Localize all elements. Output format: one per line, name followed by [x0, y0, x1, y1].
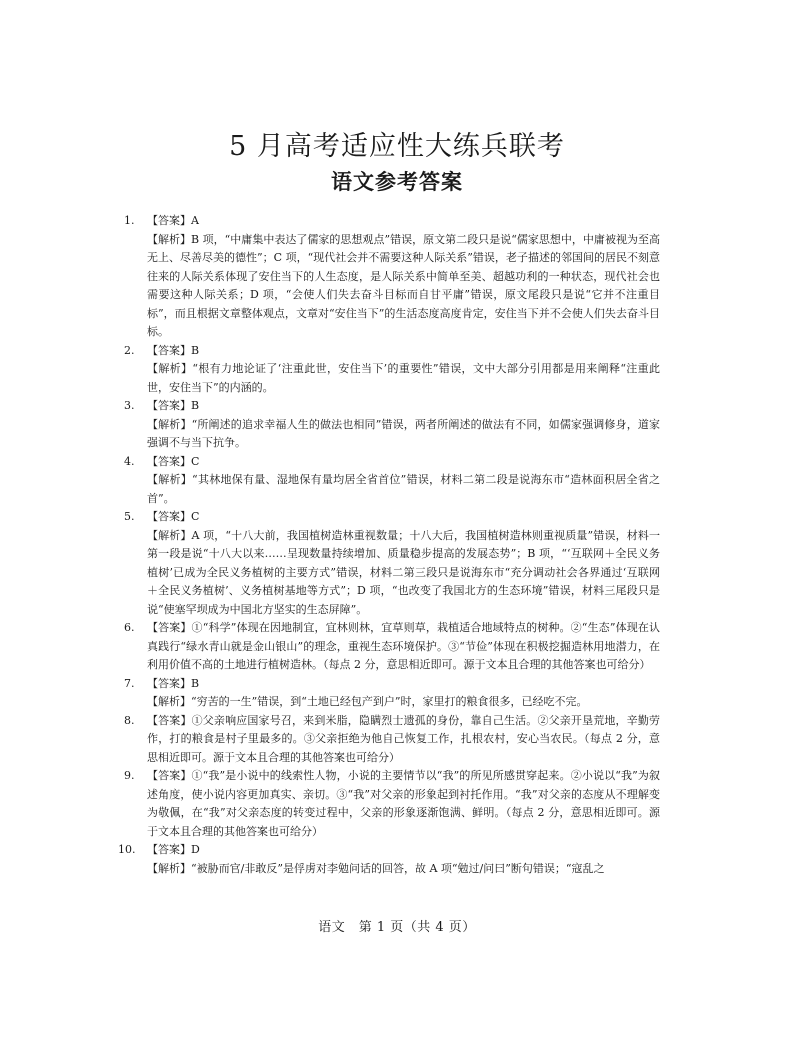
answer-item-10 [118, 841, 660, 878]
analysis-text: 【解析】“穷苦的一生”错误，到“土地已经包产到户”时，家里打的粮食很多，已经吃不完。 [147, 695, 588, 708]
item-number: 8. [124, 713, 135, 727]
item-number: 1. [124, 214, 135, 227]
answer-item-1 [124, 212, 660, 342]
item-number: 10. [118, 843, 136, 856]
answer-item-4 [124, 453, 660, 509]
answer-item-8 [124, 712, 660, 768]
answer-item-6 [124, 619, 660, 675]
page-footer: 语文 第 1 页（共 4 页） [318, 920, 476, 935]
answer-line: 【答案】C [147, 454, 200, 468]
answer-item-3 [124, 397, 660, 453]
item-number: 7. [124, 676, 135, 690]
analysis-text: 【解析】“根有力地论证了‘注重此世，安住当下’的重要性”错误，文中大部分引用都是用来阐释“注重此世，安住当下”的内涵的。 [147, 362, 660, 394]
answer-key-subtitle: 语文参考答案 [331, 169, 463, 194]
answer-line: 【答案】B [147, 399, 200, 412]
item-number: 6. [124, 621, 135, 634]
item-number: 2. [124, 343, 135, 357]
analysis-text: 【解析】“被胁而官/非敢反”是俘虏对李勉问话的回答，故 A 项“勉过/问曰”断句错误；“寇乱之 [147, 861, 605, 875]
answer-list [118, 212, 660, 878]
answer-item-5 [124, 508, 660, 619]
analysis-text: 【解析】A 项，“十八大前，我国植树造林重视数量；十八大后，我国植树造林则重视质量”错误，材料一第一段是说“十八大以来……呈现数量持续增加、质量稳步提高的发展态势”；B 项，“‘互联网＋全民义务植树’已成为全民义务植树的主要方式”错误，材料二第三段只是说海东市“充分调动社会各界通过‘互联网＋全民义务植树’、义务植树基地等方式”；D 项，“也改变了我国北方的生态环境”错误，材料三尾段只是说“使塞罕坝成为中国北方坚实的生态屏障”。 [147, 528, 660, 616]
item-number: 4. [124, 454, 135, 468]
answer-line: 【答案】①“科学”体现在因地制宜，宜林则林，宜草则草，栽植适合地域特点的树种。②“生态”体现在认真践行“绿水青山就是金山银山”的理念，重视生态环境保护。③“节俭”体现在积极挖掘造林用地潜力，在利用价值不高的土地进行植树造林。（每点 2 分，意思相近即可。源于文本且合理的其他答案也可给分） [147, 621, 660, 671]
answer-item-9 [124, 767, 660, 841]
item-number: 9. [124, 769, 135, 782]
answer-line: 【答案】D [147, 843, 200, 856]
answer-item-2 [124, 342, 660, 398]
analysis-text: 【解析】B 项，“中庸集中表达了儒家的思想观点”错误，原文第二段只是说“儒家思想中，中庸被视为至高无上、尽善尽美的德性”；C 项，“现代社会并不需要这种人际关系”错误，老子描述的邻国间的居民不刻意往来的人际关系体现了安住当下的人生态度，是人际关系中简单至美、超越功利的一种状态，现代社会也需要这种人际关系；D 项，“会使人们失去奋斗目标而自甘平庸”错误，原文尾段只是说“它并不注重目标”，而且根据文章整体观点，文章对“安住当下”的生活态度高度肯定，安住当下并不会使人们失去奋斗目标。 [147, 232, 660, 338]
item-number: 3. [124, 399, 135, 412]
analysis-text: 【解析】“其林地保有量、湿地保有量均居全省首位”错误，材料二第二段是说海东市“造林面积居全省之首”。 [147, 473, 660, 505]
answer-line: 【答案】①“我”是小说中的线索性人物，小说的主要情节以“我”的所见所感贯穿起来。②小说以“我”为叙述角度，使小说内容更加真实、亲切。③“我”对父亲的形象起到衬托作用。“我”对父亲的态度从不理解变为敬佩，在“我”对父亲态度的转变过程中，父亲的形象逐渐饱满、鲜明。（每点 2 分，意思相近即可。源于文本且合理的其他答案也可给分） [147, 769, 660, 838]
answer-line: 【答案】B [147, 343, 200, 357]
exam-title: 5 月高考适应性大练兵联考 [229, 131, 565, 162]
answer-item-7 [124, 675, 660, 712]
answer-line: 【答案】①父亲响应国家号召，来到米脂，隐瞒烈士遗孤的身份，靠自己生活。②父亲开垦荒地，辛勤劳作，打的粮食是村子里最多的。③父亲拒绝为他自己恢复工作，扎根农村，安心当农民。（每点 2 分，意思相近即可。源于文本且合理的其他答案也可给分） [147, 713, 660, 764]
answer-line: 【答案】A [147, 214, 199, 227]
answer-line: 【答案】B [147, 676, 200, 690]
item-number: 5. [124, 510, 135, 523]
answer-line: 【答案】C [147, 510, 200, 523]
analysis-text: 【解析】“所阐述的追求幸福人生的做法也相同”错误，两者所阐述的做法有不同，如儒家强调修身，道家强调不与当下抗争。 [147, 417, 660, 449]
